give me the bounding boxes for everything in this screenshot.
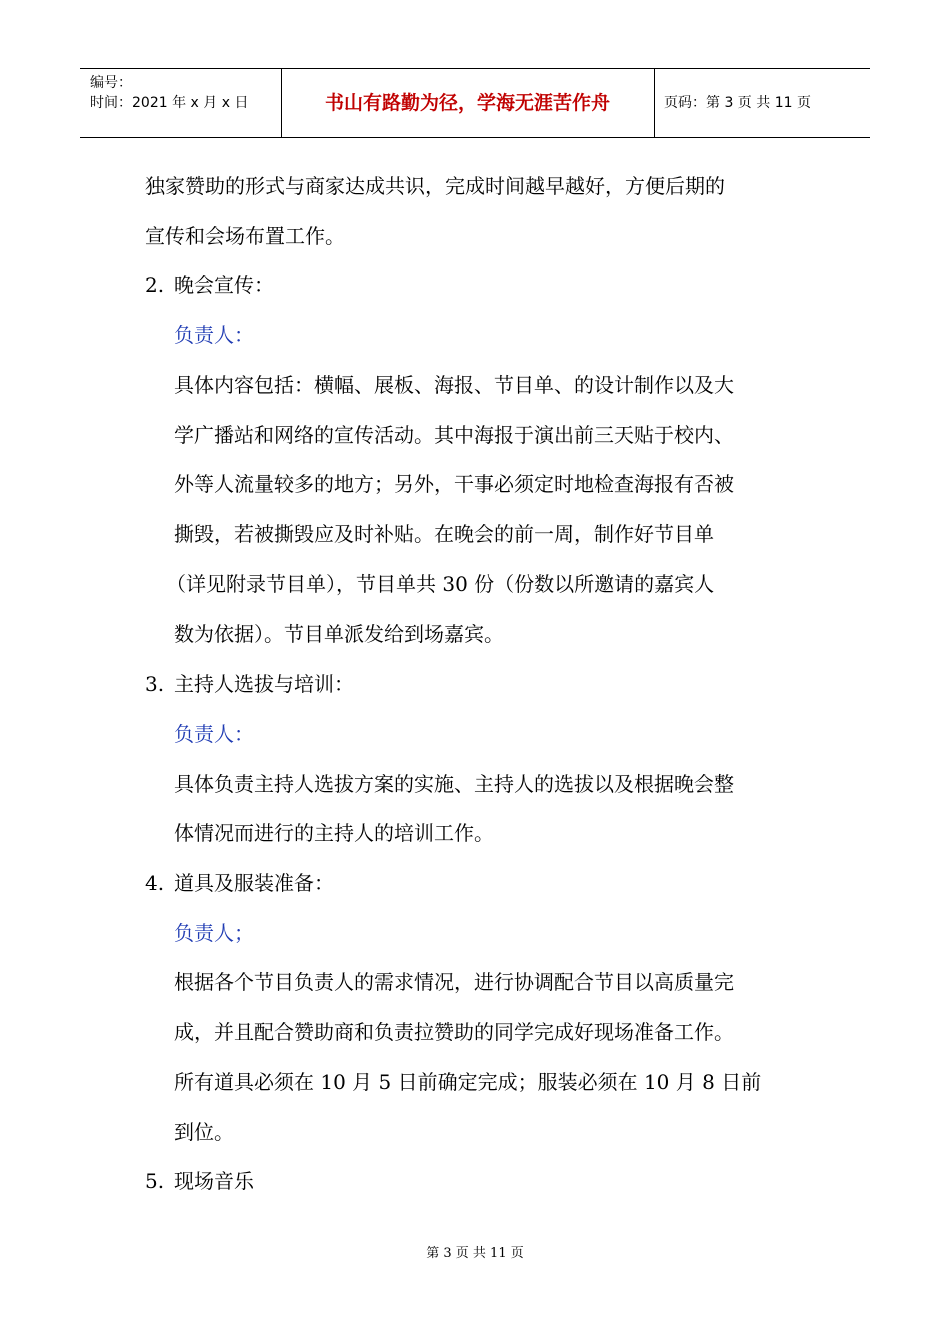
page-header [80,68,870,138]
paragraph-line: 体情况而进行的主持人的培训工作。 [174,821,494,845]
section-title: 主持人选拔与培训： [174,672,354,696]
header-meta [90,73,248,113]
section-heading-5 [145,1167,254,1195]
paragraph-line: 成，并且配合赞助商和负责拉赞助的同学完成好现场准备工作。 [174,1020,734,1044]
paragraph-line: 独家赞助的形式与商家达成共识，完成时间越早越好，方便后期的 [145,174,725,198]
paragraph-line: 学广播站和网络的宣传活动。其中海报于演出前三天贴于校内、 [174,423,734,447]
responsible-label: 负责人： [174,722,254,746]
header-page-info: 页码：第 3 页 共 11 页 [664,95,811,111]
paragraph-line: 具体负责主持人选拔方案的实施、主持人的选拔以及根据晚会整 [174,772,734,796]
paragraph-line: 根据各个节目负责人的需求情况，进行协调配合节目以高质量完 [174,970,734,994]
section-title: 现场音乐 [174,1169,254,1193]
section-number: 4. [145,871,165,895]
section-title: 晚会宣传： [174,273,274,297]
header-divider [654,69,655,137]
section-heading-4 [145,869,334,897]
paragraph-line: （详见附录节目单），节目单共 30 份（份数以所邀请的嘉宾人 [166,572,715,596]
paragraph-line: 数为依据）。节目单派发给到场嘉宾。 [174,622,504,646]
paragraph-line: 所有道具必须在 10 月 5 日前确定完成；服装必须在 10 月 8 日前 [174,1070,762,1094]
header-time: 时间：2021 年 x 月 x 日 [90,95,249,111]
section-number: 5. [145,1169,165,1193]
section-heading-3 [145,670,354,698]
responsible-label: 负责人； [174,921,254,945]
responsible-label: 负责人： [174,323,254,347]
paragraph-line: 到位。 [174,1120,234,1144]
section-number: 2. [145,273,165,297]
section-number: 3. [145,672,165,696]
paragraph-line: 撕毁，若被撕毁应及时补贴。在晚会的前一周，制作好节目单 [174,522,714,546]
header-motto: 书山有路勤为径，学海无涯苦作舟 [324,92,610,114]
paragraph-line: 具体内容包括：横幅、展板、海报、节目单、的设计制作以及大 [174,373,734,397]
section-heading-2 [145,271,274,299]
header-number: 编号： [90,75,132,91]
paragraph-line: 外等人流量较多的地方；另外，干事必须定时地检查海报有否被 [174,472,734,496]
page-footer: 第 3 页 共 11 页 [426,1246,524,1261]
paragraph-line: 宣传和会场布置工作。 [145,224,345,248]
section-title: 道具及服装准备： [174,871,334,895]
